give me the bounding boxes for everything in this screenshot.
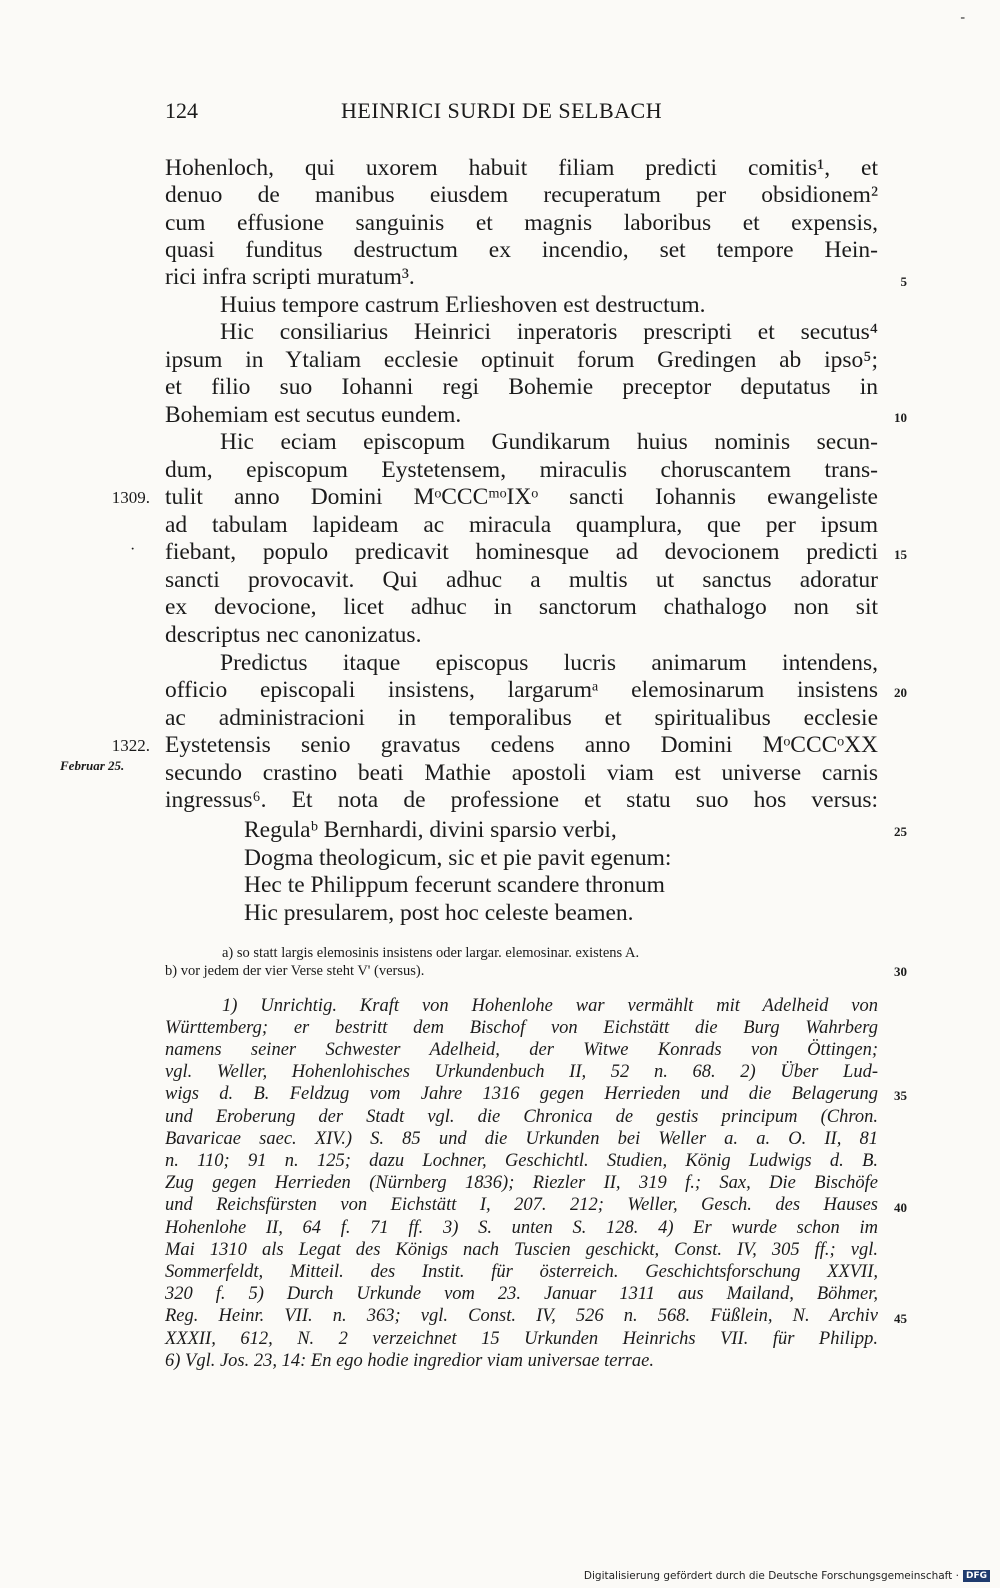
body-line: Predictus itaque episcopus lucris animarum intendens, (220, 650, 878, 676)
body-line: dum, episcopum Eystetensem, miraculis choruscantem trans- (165, 457, 878, 483)
margin-year: 1322. (111, 736, 150, 755)
footnote-line: wigs d. B. Feldzug vom Jahre 1316 gegen Herrieden und die Belagerung (165, 1084, 878, 1104)
body-line: Eystetensis senio gravatus cedens anno Domini MᵒCCCᵒXX (165, 732, 878, 758)
footnote-line: n. 110; 91 n. 125; dazu Lochner, Geschichtl. Studien, König Ludwigs d. B. (165, 1151, 878, 1171)
footnote-line: Württemberg; er bestritt dem Bischof von Eichstätt die Burg Wahrberg (165, 1018, 878, 1038)
body-line: ipsum in Ytaliam ecclesie optinuit forum Gredingen ab ipso⁵; (165, 347, 878, 373)
body-line: ingressus⁶. Et nota de professione et statu suo hos versus: (165, 787, 878, 813)
body-line: ad tabulam lapideam ac miracula quamplura, que per ipsum (165, 512, 878, 538)
body-line: Hohenloch, qui uxorem habuit filiam predicti comitis¹, et (165, 155, 878, 181)
dfg-logo-icon: DFG (963, 1570, 990, 1582)
body-line: ex devocione, licet adhuc in sanctorum chathalogo non sit (165, 594, 878, 620)
line-number: 40 (894, 1200, 907, 1215)
corner-mark: - (960, 10, 965, 25)
line-number: 15 (894, 547, 907, 562)
body-line: sancti provocavit. Qui adhuc a multis ut sanctus adoratur (165, 567, 878, 593)
footnote-line: Sommerfeldt, Mitteil. des Instit. für österreich. Geschichtsforschung XXVII, (165, 1262, 878, 1282)
footnote-line: namens seiner Schwester Adelheid, der Witwe Konrads von Öttingen; (165, 1040, 878, 1060)
footnote-line: und Eroberung der Stadt vgl. die Chronica de gestis principum (Chron. (165, 1107, 878, 1127)
body-line: et filio suo Iohanni regi Bohemie preceptor deputatus in (165, 374, 878, 400)
footnote-line: und Reichsfürsten von Eichstätt I, 207. 212; Weller, Gesch. des Hauses (165, 1195, 878, 1215)
body-line: rici infra scripti muratum³. (165, 264, 415, 290)
body-line: secundo crastino beati Mathie apostoli viam est universe carnis (165, 760, 878, 786)
footnote-line: 1) Unrichtig. Kraft von Hohenlohe war vermählt mit Adelheid von (222, 996, 878, 1016)
footnote-line: Bavaricae saec. XIV.) S. 85 und die Urkunden bei Weller a. a. O. II, 81 (165, 1129, 878, 1149)
line-number: 35 (894, 1088, 907, 1103)
margin-year: 1309. (111, 488, 150, 507)
verse-line: Hec te Philippum fecerunt scandere thronum (244, 872, 665, 898)
body-line: Hic eciam episcopum Gundikarum huius nominis secun- (220, 429, 878, 455)
footnote-line: Hohenlohe II, 64 f. 71 ff. 3) S. unten S. 128. 4) Er wurde schon im (165, 1218, 878, 1238)
footnote-line: vgl. Weller, Hohenlohisches Urkundenbuch II, 52 n. 68. 2) Über Lud- (165, 1062, 878, 1082)
apparatus-note-b: b) vor jedem der vier Verse steht V' (versus). (165, 963, 425, 979)
footnote-line: XXXII, 612, N. 2 verzeichnet 15 Urkunden Heinrichs VII. für Philipp. (165, 1329, 878, 1349)
body-line: Bohemiam est secutus eundem. (165, 402, 462, 428)
footnote-line: Reg. Heinr. VII. n. 363; vgl. Const. IV, 526 n. 568. Füßlein, N. Archiv (165, 1306, 878, 1326)
body-line: officio episcopali insistens, largarumᵃ elemosinarum insistens (165, 677, 878, 703)
line-number: 45 (894, 1311, 907, 1326)
verse-line: Dogma theologicum, sic et pie pavit egenum: (244, 845, 672, 871)
body-line: fiebant, populo predicavit hominesque ad devocionem predicti (165, 539, 878, 565)
line-number: 25 (894, 824, 907, 839)
line-number: 5 (900, 274, 907, 289)
margin-date: Februar 25. (60, 758, 125, 773)
page-number: 124 (165, 98, 198, 123)
body-line: Hic consiliarius Heinrici inperatoris prescripti et secutus⁴ (220, 319, 878, 345)
line-number: 20 (894, 685, 907, 700)
body-line: quasi funditus destructum ex incendio, set tempore Hein- (165, 237, 878, 263)
page-header (165, 98, 879, 128)
line-number: 10 (894, 410, 907, 425)
digitization-credit (584, 1570, 990, 1582)
body-line: tulit anno Domini MᵒCCCᵐᵒIXᵒ sancti Iohannis ewangeliste (165, 484, 878, 510)
verse-line: Regulaᵇ Bernhardi, divini sparsio verbi, (244, 817, 617, 843)
footnote-line: 6) Vgl. Jos. 23, 14: En ego hodie ingredior viam universae terrae. (165, 1351, 654, 1371)
footnote-line: Mai 1310 als Legat des Königs nach Tuscien geschickt, Const. IV, 305 ff.; vgl. (165, 1240, 878, 1260)
line-number: 30 (894, 964, 907, 979)
apparatus-note-a: a) so statt largis elemosinis insistens oder largar. elemosinar. existens A. (222, 945, 640, 961)
footnote-line: Zug gegen Herrieden (Nürnberg 1836); Riezler II, 319 f.; Sax, Die Bischöfe (165, 1173, 878, 1193)
body-line: denuo de manibus eiusdem recuperatum per obsidionem² (165, 182, 878, 208)
footnote-line: 320 f. 5) Durch Urkunde vom 23. Januar 1311 aus Mailand, Böhmer, (165, 1284, 878, 1304)
body-line: cum effusione sanguinis et magnis laboribus et expensis, (165, 210, 878, 236)
body-line: Huius tempore castrum Erlieshoven est destructum. (220, 292, 706, 318)
margin-dot: · (130, 541, 136, 558)
credit-text: Digitalisierung gefördert durch die Deutsche Forschungsgemeinschaft · (583, 1570, 959, 1582)
body-line: descriptus nec canonizatus. (165, 622, 422, 648)
verse-line: Hic presularem, post hoc celeste beamen. (244, 900, 634, 926)
body-line: ac administracioni in temporalibus et spiritualibus ecclesie (165, 705, 878, 731)
running-title: HEINRICI SURDI DE SELBACH (341, 98, 663, 123)
